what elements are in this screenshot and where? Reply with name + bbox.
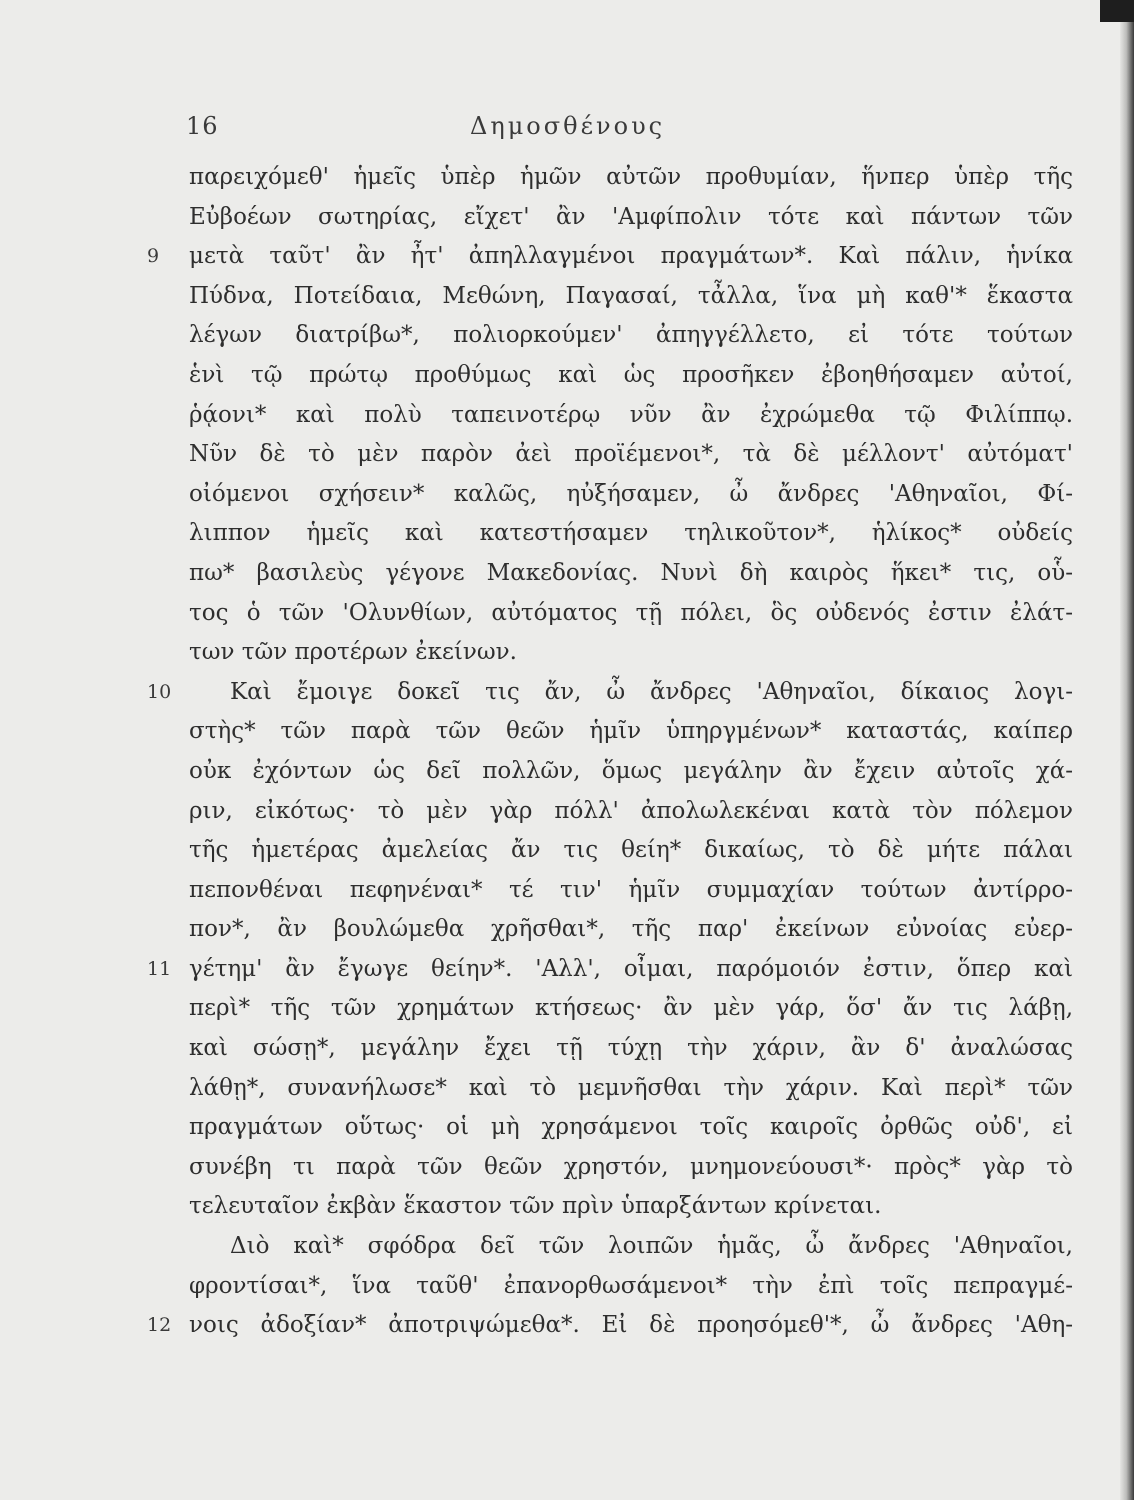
text-line: [0, 1306, 1134, 1346]
line-text: ἑνὶ τῷ πρώτῳ προθύμως καὶ ὡς προσῆκεν ἐβοηθήσαμεν αὐτοί,: [189, 361, 1073, 388]
text-line: [0, 673, 1134, 713]
text-line: [0, 514, 1134, 554]
page-number: 16: [186, 112, 219, 140]
line-text: περὶ* τῆς τῶν χρημάτων κτήσεως· ἂν μὲν γάρ, ὅσ' ἄν τις λάβῃ,: [189, 995, 1073, 1022]
text-line: [0, 792, 1134, 832]
text-line: [0, 237, 1134, 277]
text-line: [0, 989, 1134, 1029]
section-number: 12: [147, 1314, 172, 1337]
line-text: οὐκ ἐχόντων ὡς δεῖ πολλῶν, ὅμως μεγάλην ἂν ἔχειν αὐτοῖς χά-: [189, 757, 1073, 784]
line-text: Νῦν δὲ τὸ μὲν παρὸν ἀεὶ προϊέμενοι*, τὰ δὲ μέλλοντ' αὐτόματ': [189, 441, 1073, 468]
line-text: πον*, ἂν βουλώμεθα χρῆσθαι*, τῆς παρ' ἐκείνων εὐνοίας εὐερ-: [189, 916, 1073, 943]
line-text: ῥᾴονι* καὶ πολὺ ταπεινοτέρῳ νῦν ἂν ἐχρώμεθα τῷ Φιλίππῳ.: [189, 401, 1073, 428]
line-text: στὴς* τῶν παρὰ τῶν θεῶν ἡμῖν ὑπηργμένων* καταστάς, καίπερ: [189, 718, 1073, 745]
text-line: [0, 1227, 1134, 1267]
text-line: [0, 712, 1134, 752]
line-text: συνέβη τι παρὰ τῶν θεῶν χρηστόν, μνημονεύουσι*· πρὸς* γὰρ τὸ: [189, 1153, 1073, 1180]
line-text: λιππον ἡμεῖς καὶ κατεστήσαμεν τηλικοῦτον*, ἡλίκος* οὐδείς: [189, 520, 1073, 547]
line-text: πω* βασιλεὺς γέγονε Μακεδονίας. Νυνὶ δὴ καιρὸς ἥκει* τις, οὗ-: [189, 559, 1073, 586]
line-text: Διὸ καὶ* σφόδρα δεῖ τῶν λοιπῶν ἡμᾶς, ὦ ἄνδρες 'Αθηναῖοι,: [230, 1233, 1073, 1260]
text-line: [0, 554, 1134, 594]
text-line: [0, 396, 1134, 436]
line-text: των τῶν προτέρων ἐκείνων.: [189, 639, 517, 666]
text-line: [0, 356, 1134, 396]
line-text: νοις ἀδοξίαν* ἀποτριψώμεθα*. Εἰ δὲ προησόμεθ'*, ὦ ἄνδρες 'Αθη-: [189, 1312, 1073, 1339]
line-text: τος ὁ τῶν 'Ολυνθίων, αὐτόματος τῇ πόλει, ὃς οὐδενός ἐστιν ἐλάτ-: [189, 599, 1073, 626]
text-line: [0, 475, 1134, 515]
page-header: [0, 104, 1134, 148]
line-text: Πύδνα, Ποτείδαια, Μεθώνη, Παγασαί, τἆλλα, ἵνα μὴ καθ'* ἕκαστα: [189, 282, 1073, 309]
section-number: 11: [147, 957, 172, 980]
body-text: [0, 158, 1134, 1346]
text-line: [0, 435, 1134, 475]
text-line: [0, 1267, 1134, 1307]
line-text: παρειχόμεθ' ἡμεῖς ὑπὲρ ἡμῶν αὐτῶν προθυμίαν, ἥνπερ ὑπὲρ τῆς: [189, 164, 1073, 190]
text-line: [0, 316, 1134, 356]
text-line: [0, 871, 1134, 911]
text-line: [0, 1029, 1134, 1069]
text-line: [0, 1108, 1134, 1148]
text-line: [0, 594, 1134, 634]
line-text: καὶ σώσῃ*, μεγάλην ἔχει τῇ τύχῃ τὴν χάριν, ἂν δ' ἀναλώσας: [189, 1035, 1073, 1062]
line-text: οἰόμενοι σχήσειν* καλῶς, ηὐξήσαμεν, ὦ ἄνδρες 'Αθηναῖοι, Φί-: [189, 480, 1073, 507]
text-line: [0, 198, 1134, 238]
line-text: τῆς ἡμετέρας ἀμελείας ἄν τις θείη* δικαίως, τὸ δὲ μήτε πάλαι: [189, 837, 1073, 864]
section-number: 10: [147, 680, 172, 703]
running-title: Δημοσθένους: [470, 112, 666, 140]
text-line: [0, 1148, 1134, 1188]
line-text: Καὶ ἔμοιγε δοκεῖ τις ἄν, ὦ ἄνδρες 'Αθηναῖοι, δίκαιος λογι-: [230, 678, 1073, 705]
text-line: [0, 633, 1134, 673]
text-line: [0, 831, 1134, 871]
section-number: 9: [147, 245, 160, 268]
line-text: πεπονθέναι πεφηνέναι* τέ τιν' ἡμῖν συμμαχίαν τούτων ἀντίρρο-: [189, 876, 1073, 903]
line-text: φροντίσαι*, ἵνα ταῦθ' ἐπανορθωσάμενοι* τὴν ἐπὶ τοῖς πεπραγμέ-: [189, 1272, 1073, 1299]
scan-corner-shadow: [1100, 0, 1134, 22]
text-line: [0, 910, 1134, 950]
text-line: [0, 752, 1134, 792]
line-text: γέτημ' ἂν ἔγωγε θείην*. 'Αλλ', οἶμαι, παρόμοιόν ἐστιν, ὅπερ καὶ: [189, 955, 1073, 982]
line-text: λάθῃ*, συνανήλωσε* καὶ τὸ μεμνῆσθαι τὴν χάριν. Καὶ περὶ* τῶν: [189, 1074, 1073, 1101]
line-text: πραγμάτων οὕτως· οἱ μὴ χρησάμενοι τοῖς καιροῖς ὀρθῶς οὐδ', εἰ: [189, 1114, 1073, 1141]
text-line: [0, 158, 1134, 198]
line-text: μετὰ ταῦτ' ἂν ἦτ' ἀπηλλαγμένοι πραγμάτων*. Καὶ πάλιν, ἡνίκα: [189, 243, 1073, 270]
line-text: Εὐβοέων σωτηρίας, εἴχετ' ἂν 'Αμφίπολιν τότε καὶ πάντων τῶν: [189, 203, 1073, 230]
line-text: ριν, εἰκότως· τὸ μὲν γὰρ πόλλ' ἀπολωλεκέναι κατὰ τὸν πόλεμον: [189, 797, 1073, 824]
line-text: τελευταῖον ἐκβὰν ἕκαστον τῶν πρὶν ὑπαρξάντων κρίνεται.: [189, 1193, 882, 1220]
line-text: λέγων διατρίβω*, πολιορκούμεν' ἀπηγγέλλετο, εἰ τότε τούτων: [189, 322, 1073, 349]
text-line: [0, 1187, 1134, 1227]
text-line: [0, 1069, 1134, 1109]
text-line: [0, 950, 1134, 990]
text-line: [0, 277, 1134, 317]
